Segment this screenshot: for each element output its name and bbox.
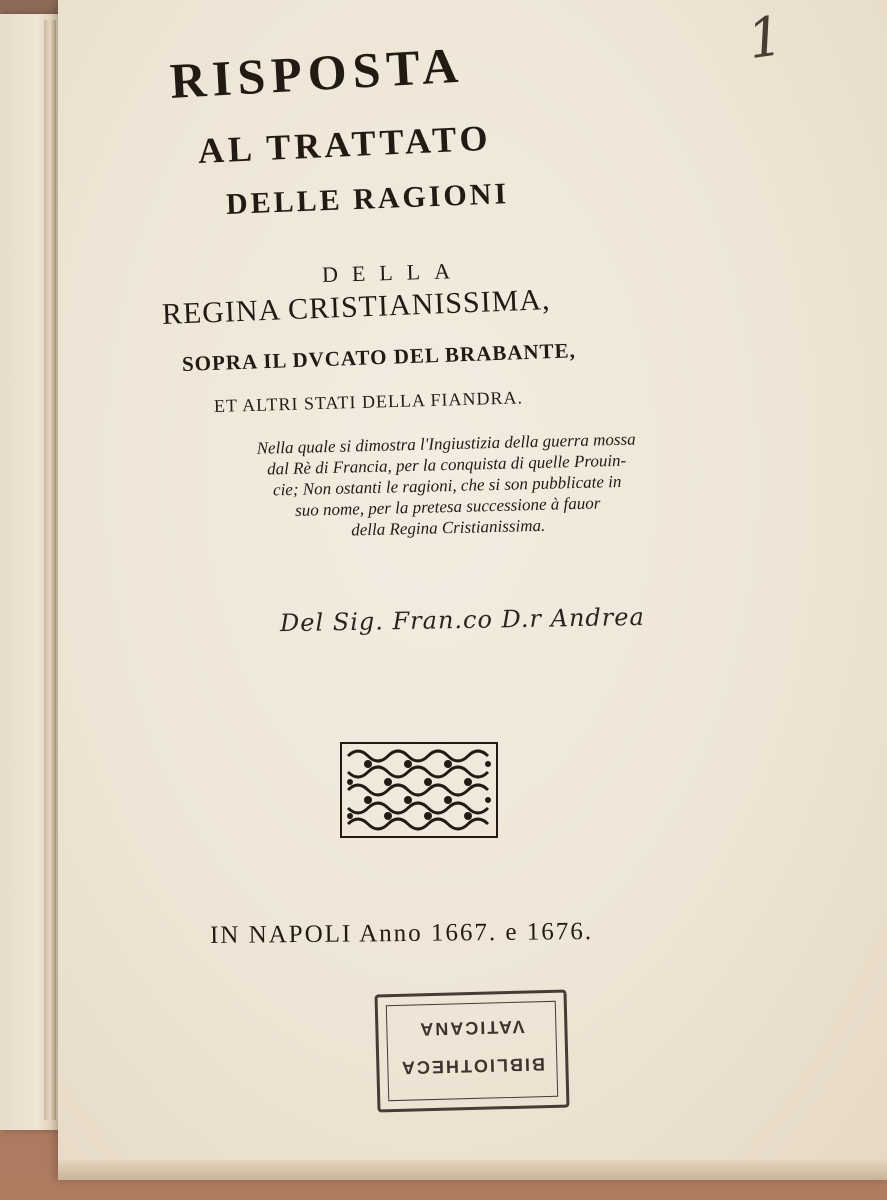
title-line-al-trattato: AL TRATTATO <box>197 117 493 171</box>
handwritten-attribution: Del Sig. Fran.co D.r Andrea <box>279 602 645 638</box>
folio-number: 1 <box>743 3 787 72</box>
stamp-text-bibliotheca: BIBLIOTHECA <box>399 1054 546 1078</box>
summary-line: suo nome, per la pretesa successione à fauor <box>294 493 601 520</box>
imprint-line: IN NAPOLI Anno 1667. e 1676. <box>209 917 594 949</box>
title-line-risposta: RISPOSTA <box>168 36 466 109</box>
title-line-fiandra: ET ALTRI STATI DELLA FIANDRA. <box>213 387 524 416</box>
library-stamp <box>374 990 569 1113</box>
summary-line: della Regina Cristianissima. <box>350 515 546 540</box>
summary-paragraph <box>166 426 728 545</box>
summary-line: cie; Non ostanti le ragioni, che si son pubblicate in <box>272 471 622 500</box>
printer-ornament-icon <box>340 742 498 838</box>
title-page-text <box>58 0 887 1180</box>
stamp-text-vaticana: VATICANA <box>417 1016 525 1040</box>
title-line-delle-ragioni: DELLE RAGIONI <box>225 177 510 221</box>
title-line-brabante: SOPRA IL DVCATO DEL BRABANTE, <box>181 338 577 376</box>
title-line-della: DELLA <box>321 258 465 287</box>
title-line-regina: REGINA CRISTIANISSIMA, <box>161 283 552 331</box>
summary-line: dal Rè di Francia, per la conquista di quelle Prouin- <box>266 450 627 479</box>
book-spine <box>44 20 56 1120</box>
summary-line: Nella quale si dimostra l'Ingiustizia della guerra mossa <box>256 429 636 458</box>
